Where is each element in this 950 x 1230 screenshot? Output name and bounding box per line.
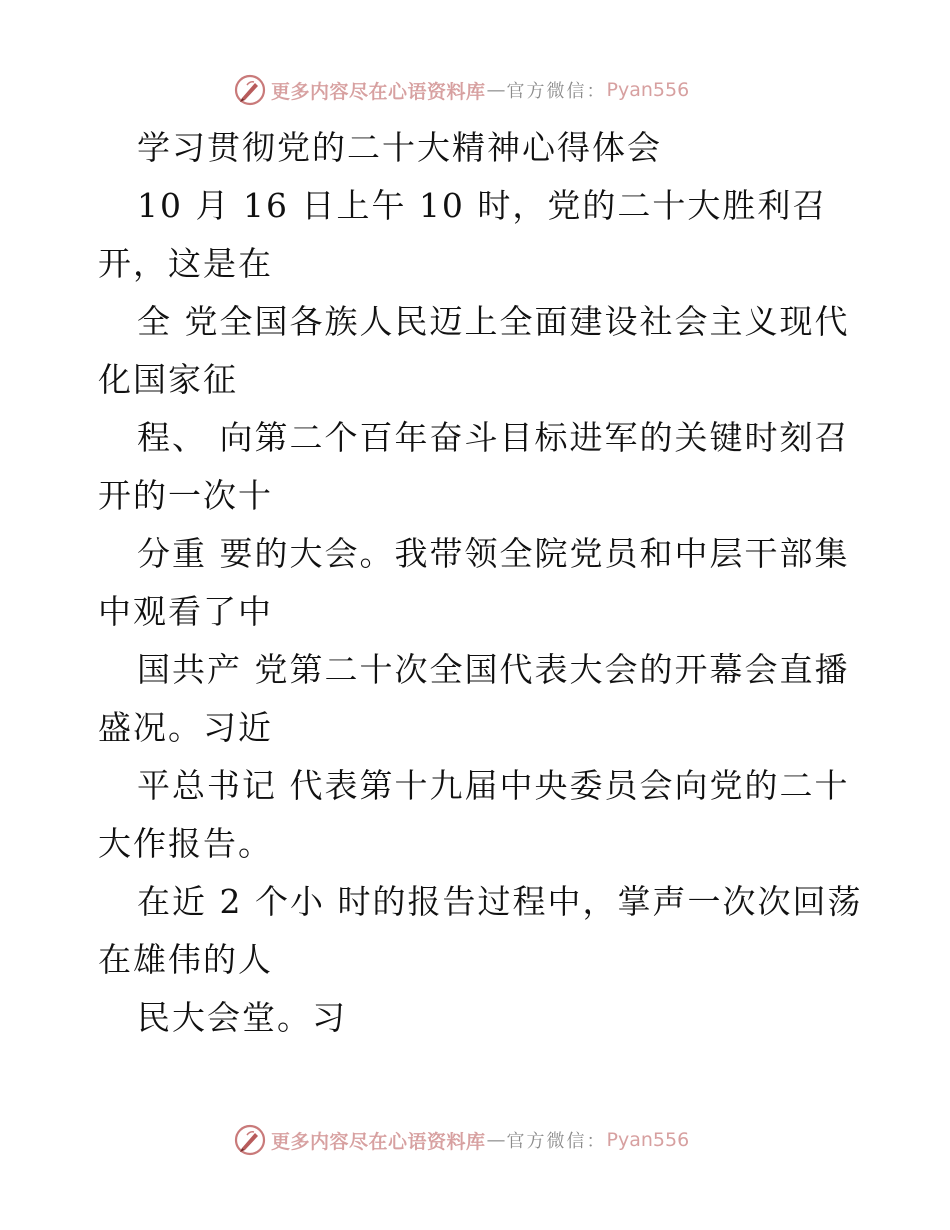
paragraph-line: 开，这是在 xyxy=(98,244,273,283)
paragraph-line: 在雄伟的人 xyxy=(98,940,273,979)
watermark-dash: — xyxy=(486,1129,506,1151)
paragraph-line: 平总书记 代表第十九届中央委员会向党的二十 xyxy=(137,766,850,805)
paragraph-line: 化国家征 xyxy=(98,360,238,399)
paragraph-line: 国共产 党第二十次全国代表大会的开幕会直播 xyxy=(137,650,850,689)
paragraph-line: 开的一次十 xyxy=(98,476,273,515)
paragraph-line: 10 月 16 日上午 10 时，党的二十大胜利召 xyxy=(137,186,828,225)
paragraph-line: 中观看了中 xyxy=(98,592,273,631)
watermark-wechat-id: Pyan556 xyxy=(606,79,690,101)
footer-watermark xyxy=(233,1122,689,1158)
paragraph-line: 全 党全国各族人民迈上全面建设社会主义现代 xyxy=(137,302,850,341)
watermark-label-text: 官方微信： xyxy=(506,81,607,102)
document-title: 学习贯彻党的二十大精神心得体会 xyxy=(137,128,662,167)
watermark-wechat-id: Pyan556 xyxy=(606,1129,690,1151)
watermark-dash: — xyxy=(486,79,506,101)
pen-logo-icon xyxy=(233,1123,267,1157)
paragraph-line: 在近 2 个小 时的报告过程中，掌声一次次回荡 xyxy=(137,882,863,921)
paragraph-line: 分重 要的大会。我带领全院党员和中层干部集 xyxy=(137,534,850,573)
watermark-brand-text: 更多内容尽在心语资料库 xyxy=(271,80,486,103)
paragraph-line: 大作报告。 xyxy=(98,824,273,863)
watermark-label-text: 官方微信： xyxy=(506,1131,607,1152)
watermark-brand-text: 更多内容尽在心语资料库 xyxy=(271,1130,486,1153)
pen-logo-icon xyxy=(233,73,267,107)
paragraph-line: 程、 向第二个百年奋斗目标进军的关键时刻召 xyxy=(137,418,850,457)
paragraph-line: 盛况。习近 xyxy=(98,708,273,747)
paragraph-line: 民大会堂。习 xyxy=(137,998,347,1037)
header-watermark xyxy=(233,72,689,108)
